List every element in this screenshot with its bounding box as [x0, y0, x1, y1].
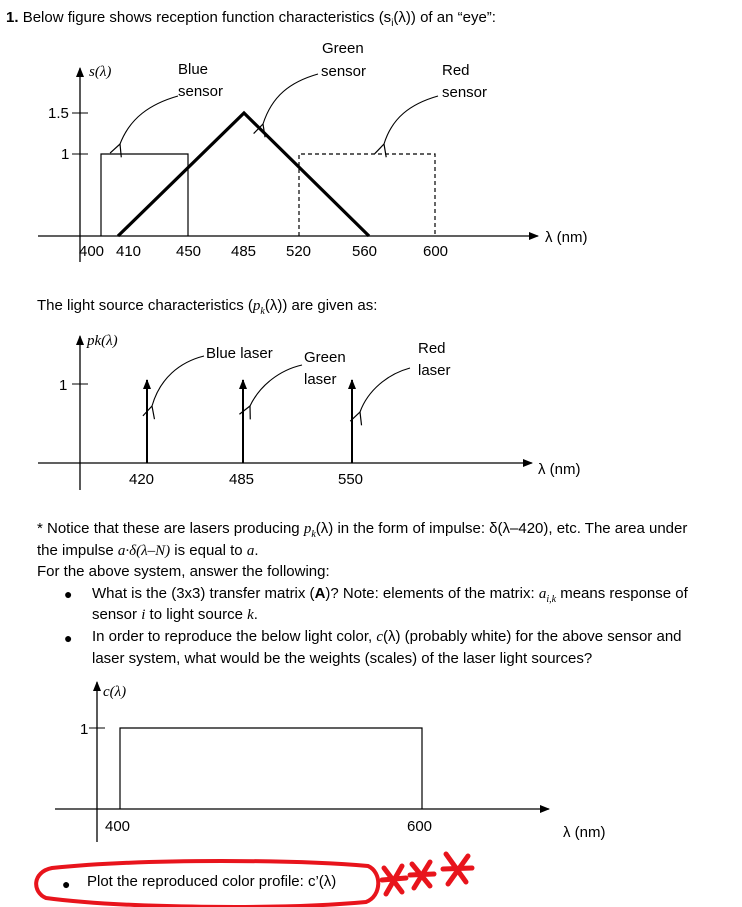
- xtick-485: 485: [231, 243, 257, 260]
- laser-xtick-550: 550: [338, 471, 364, 488]
- xtick-520: 520: [286, 243, 312, 260]
- color-xtick-400: 400: [105, 818, 131, 835]
- red-star-mark-3: [443, 854, 472, 884]
- bullet-1-line-2: sensor i to light source k.: [92, 606, 258, 623]
- xtick-450: 450: [176, 243, 202, 260]
- red-laser-label-2: laser: [418, 362, 451, 379]
- ytick-label-1.5: 1.5: [48, 105, 69, 122]
- color-xlabel: λ (nm): [563, 824, 606, 841]
- color-profile-curve: [120, 728, 422, 809]
- blue-sensor-label-1: Blue: [178, 61, 209, 78]
- bullet-dot-1: ●: [64, 586, 73, 602]
- bullet-dot-3: ●: [62, 876, 71, 892]
- bullet-2-line-1: In order to reproduce the below light color, c(λ) (probably white) for the above sensor and: [92, 628, 682, 645]
- xtick-410: 410: [116, 243, 142, 260]
- bullet-3-text: Plot the reproduced color profile: c’(λ): [87, 873, 337, 890]
- color-xtick-600: 600: [407, 818, 433, 835]
- green-sensor-label-2: sensor: [321, 63, 367, 80]
- red-star-mark-2: [410, 862, 434, 888]
- bullet-1-line-1: What is the (3x3) transfer matrix (A)? Note: elements of the matrix: $a_{i,k}$ means response of: [92, 585, 688, 605]
- sensor-xlabel: λ (nm): [545, 229, 588, 246]
- blue-laser-label: Blue laser: [206, 345, 273, 362]
- notice-line-1: * Notice that these are lasers producing $p_k(\lambda)$ in the form of impulse: δ(λ–420), etc. The area under: [37, 520, 688, 540]
- ytick-label-1: 1: [61, 146, 70, 163]
- color-ytick-label: 1: [80, 721, 89, 738]
- question-text: 1. Below figure shows reception function characteristics $(s_i(\lambda))$ of an “eye”:: [6, 9, 496, 29]
- laser-ylabel: pk(λ): [87, 333, 118, 349]
- bullet-2-line-2: laser system, what would be the weights (scales) of the laser light sources?: [92, 650, 593, 667]
- red-laser-label-1: Red: [418, 340, 446, 357]
- xtick-600: 600: [423, 243, 449, 260]
- green-laser-label-2: laser: [304, 371, 337, 388]
- laser-ytick-label: 1: [59, 377, 68, 394]
- answer-prompt: For the above system, answer the following:: [37, 563, 330, 580]
- red-star-mark-1: [382, 866, 406, 894]
- notice-line-2: the impulse a·δ(λ–N) is equal to a.: [37, 542, 259, 559]
- green-sensor-label-1: Green: [322, 40, 364, 57]
- blue-sensor-label-2: sensor: [178, 83, 224, 100]
- green-laser-label-1: Green: [304, 349, 346, 366]
- xtick-560: 560: [352, 243, 378, 260]
- laser-xlabel: λ (nm): [538, 461, 581, 478]
- bullet-dot-2: ●: [64, 630, 73, 646]
- red-sensor-label-2: sensor: [442, 84, 488, 101]
- question-number: 1.: [6, 9, 19, 26]
- laser-xtick-485: 485: [229, 471, 255, 488]
- color-ylabel: c(λ): [103, 684, 127, 700]
- sensor-ylabel: s(λ): [89, 64, 112, 80]
- laser-intro-text: The light source characteristics $(p_k(\lambda))$ are given as:: [37, 297, 378, 317]
- laser-xtick-420: 420: [129, 471, 155, 488]
- xtick-400: 400: [79, 243, 105, 260]
- red-sensor-label-1: Red: [442, 62, 470, 79]
